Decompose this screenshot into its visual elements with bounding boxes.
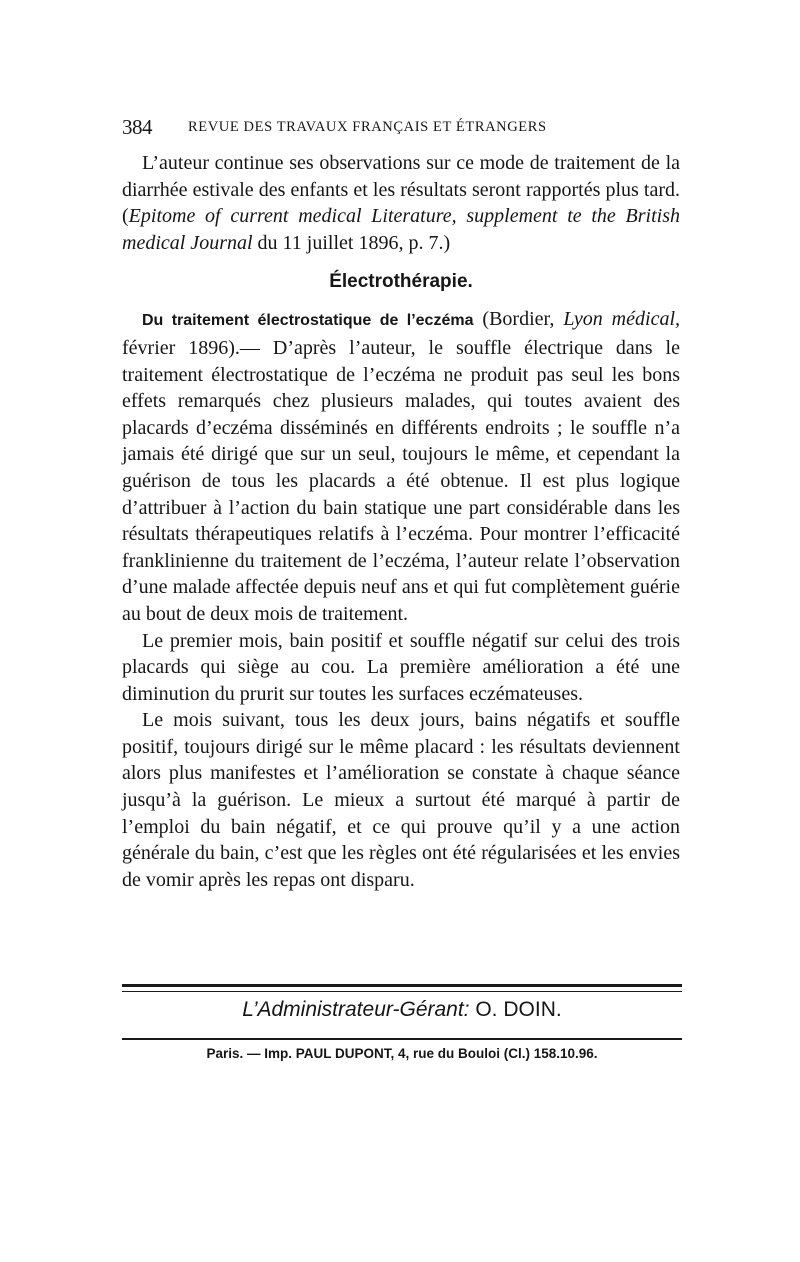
running-head: REVUE DES TRAVAUX FRANÇAIS ET ÉTRANGERS: [188, 119, 547, 135]
footer-rule-thick: [122, 984, 682, 987]
printer-imprint: Paris. — Imp. PAUL DUPONT, 4, rue du Bouloi (Cl.) 158.10.96.: [206, 1046, 598, 1061]
section-title: Électrothérapie.: [329, 271, 473, 293]
page-header: [122, 115, 682, 145]
article-paragraph-3: Le mois suivant, tous les deux jours, bains négatifs et souffle positif, toujours dirigé sur le même placard : les résultats deviennent alors plus manifestes et l’amélioration se constate à chaque séance jusqu’à la guérison. Le mieux a surtout été marqué à partir de l’emploi du bain négatif, et ce qui prouve qu’il y a une action générale du bain, c’est que les règles ont été régularisées et les envies de vomir après les repas ont disparu.: [122, 709, 680, 891]
citation: Epitome of current medical Literature, supplement te the British medical Journal: [122, 205, 680, 254]
intro-text-end: du 11 juillet 1896, p. 7.): [252, 231, 451, 254]
signature-line: [122, 998, 682, 1022]
page-number: 384: [122, 115, 152, 139]
article-paragraph-1: [122, 306, 680, 627]
intro-paragraph: [122, 150, 680, 256]
imprint-rule: [122, 1038, 682, 1040]
signature-role: L’Administrateur-Gérant:: [242, 998, 470, 1021]
article-title: Du traitement électrostatique de l’eczéma: [142, 312, 474, 330]
source-open: (Bordier,: [473, 308, 564, 331]
body-text: [122, 150, 680, 893]
intro-text: L’auteur continue ses observations sur ce mode de traitement de la diarrhée estivale des enfants et les résultats seront rapportés plus tard. (: [122, 152, 680, 228]
article-paragraph-2: Le premier mois, bain positif et souffle négatif sur celui des trois placards qui siège au cou. La première amélioration a été une diminution du prurit sur toutes les surfaces eczémateuses.: [122, 629, 680, 705]
paragraph-1-text: février 1896).— D’après l’auteur, le souffle électrique dans le traitement électrostatique de l’eczéma ne produit pas seul les bons effets remarqués chez plusieurs malades, qui toutes avaient des placards d’eczéma disséminés en différents endroits ; le souffle n’a jamais été dirigé que sur un seul, toujours le même, et cependant la guérison de tous les placards a été obtenue. Il est plus logique d’attribuer à l’action du bain statique une part considérable dans les résultats thérapeutiques relatifs à l’eczéma. Pour montrer l’efficacité franklinienne du traitement de l’eczéma, l’auteur relate l’observation d’une malade affectée depuis neuf ans et qui fut complètement guérie au bout de deux mois de traitement.: [122, 336, 680, 625]
signature-name: O. DOIN.: [469, 998, 562, 1021]
footer-rule-thin: [122, 991, 682, 992]
source-journal: Lyon médical,: [563, 308, 680, 331]
